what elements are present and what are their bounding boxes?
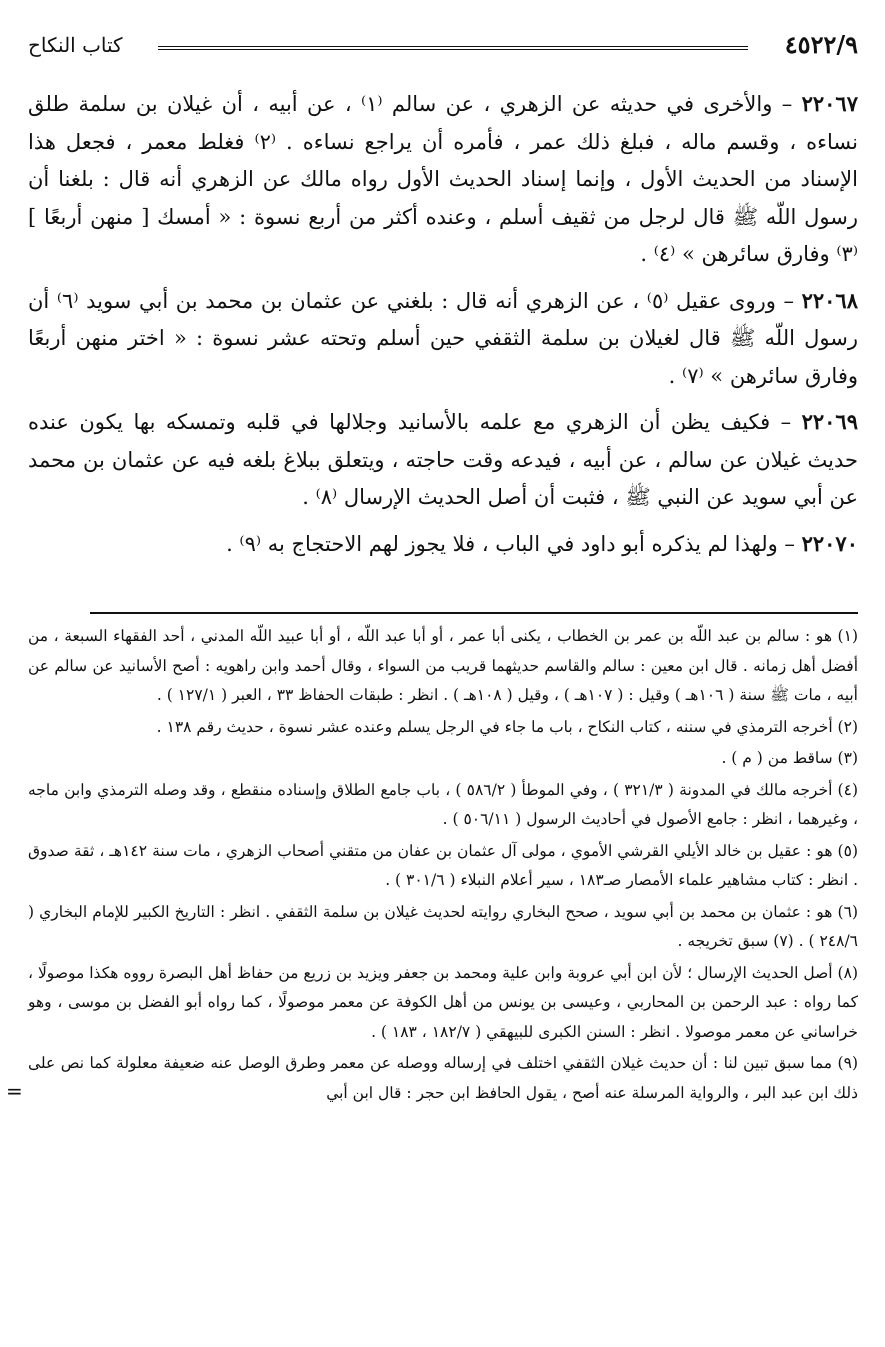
paragraph [28, 85, 858, 274]
paragraph-text: – ولهذا لم يذكره أبو داود في الباب ، فلا يجوز لهم الاحتجاج به ⁽٩⁾ . [226, 531, 802, 556]
paragraph-number: ٢٢٠٧٠ [801, 530, 858, 556]
paragraph-text: – والأخرى في حديثه عن الزهري ، عن سالم ⁽١⁾ ، عن أبيه ، أن غيلان بن سلمة طلق نساءه ، وقسم ماله ، فبلغ ذلك عمر ، فأمره أن يراجع نساءه . ⁽٢⁾ فغلط معمر ، فجعل هذا الإسناد من الحديث الأول ، وإنما إسناد الحديث الأول رواه مالك عن الزهري أنه قال : بلغنا أن رسول اللّه ﷺ قال لرجل من ثقيف أسلم ، وعنده أكثر من أربع نسوة : « أمسك [ منهن أربعًا ] ⁽٣⁾ وفارق سائرهن » ⁽٤⁾ . [28, 92, 858, 266]
page-header [28, 30, 858, 70]
footnote: (١) هو : سالم بن عبد اللّه بن عمر بن الخطاب ، يكنى أبا عمر ، أو أبا عبد اللّه ، أو أبا عبيد اللّه المدني ، أحد الفقهاء السبعة ، من أفضل أهل زمانه . قال ابن معين : سالم والقاسم حديثهما قريب من السواء ، وقال أحمد وابن راهويه : أصح الأسانيد عن سالم عن أبيه ، مات ﷺ سنة ( ١٠٦هـ ) وقيل : ( ١٠٧هـ ) ، وقيل ( ١٠٨هـ ) . انظر : طبقات الحفاظ ٣٣ ، العبر ( ١٢٧/١ ) . [28, 627, 858, 704]
book-title: كتاب النكاح [28, 33, 123, 57]
paragraph-number: ٢٢٠٦٩ [801, 409, 858, 434]
paragraph-number: ٢٢٠٦٧ [801, 91, 858, 116]
paragraph [28, 525, 858, 564]
footnote: (٦) هو : عثمان بن محمد بن أبي سويد ، صحح البخاري روايته لحديث غيلان بن سلمة الثقفي . انظر : التاريخ الكبير للإمام البخاري ( ٢٤٨/٦ ) . (٧) سبق تخريجه . [28, 902, 858, 950]
paragraph-text: – وروى عقيل ⁽٥⁾ ، عن الزهري أنه قال : بلغني عن عثمان بن محمد بن أبي سويد ⁽٦⁾ أن رسول اللّه ﷺ قال لغيلان بن سلمة الثقفي حين أسلم وتحته عشر نسوة : « اختر منهن أربعًا وفارق سائرهن » ⁽٧⁾ . [28, 288, 858, 388]
footnote: (٨) أصل الحديث الإرسال ؛ لأن ابن أبي عروبة وابن علية ومحمد بن جعفر ويزيد بن زريع من حفاظ أهل البصرة رووه هكذا موصولًا ، كما رواه : عبد الرحمن بن المحاربي ، وعيسى بن يونس من أهل الكوفة عن معمر موصولًا ، كما رواه أبو الفضل بن موسى ، وهو خراساني عن معمر موصولا . انظر : السنن الكبرى للبيهقي ( ١٨٢/٧ ، ١٨٣ ) . [28, 963, 858, 1041]
paragraph-text: – فكيف يظن أن الزهري مع علمه بالأسانيد وجلالها في قلبه وتمسكه بها يكون عنده حديث غيلان عن سالم ، عن أبيه ، فيدعه وقت حاجته ، ويتعلق ببلاغ بلغه فيه عن عثمان بن محمد عن أبي سويد عن النبي ﷺ ، فثبت أن أصل الحديث الإرسال ⁽٨⁾ . [28, 410, 858, 509]
paragraph-number: ٢٢٠٦٨ [801, 287, 858, 313]
page-number: ٤٥٢٢/٩ [784, 30, 858, 59]
continuation-mark: = [6, 1078, 23, 1103]
footnote: (٢) أخرجه الترمذي في سننه ، كتاب النكاح ، باب ما جاء في الرجل يسلم وعنده عشر نسوة ، حديث رقم ١٣٨ . [156, 717, 858, 736]
paragraph [28, 403, 858, 517]
last-footnote-wrap [6, 1049, 858, 1108]
header-double-rule [158, 46, 748, 50]
footnote: (٩) مما سبق تبين لنا : أن حديث غيلان الثقفي اختلف في إرساله ووصله عن معمر وطرق الوصل عنه ضعيفة معلولة كما نص على ذلك ابن عبد البر ، والرواية المرسلة عنه أصح ، يقول الحافظ ابن حجر : قال ابن أبي [28, 1054, 858, 1102]
footnote: (٣) ساقط من ( م ) . [721, 749, 858, 767]
footnotes [6, 622, 858, 1110]
main-text [28, 85, 858, 571]
footnote: (٥) هو : عقيل بن خالد الأيلي القرشي الأموي ، مولى آل عثمان بن عفان من متقني أصحاب الزهري ، مات سنة ١٤٢هـ ، ثقة صدوق . انظر : كتاب مشاهير علماء الأمصار صـ١٨٣ ، سير أعلام النبلاء ( ٣٠١/٦ ) . [28, 841, 858, 889]
footnote: (٤) أخرجه مالك في المدونة ( ٣٢١/٣ ) ، وفي الموطأ ( ٥٨٦/٢ ) ، باب جامع الطلاق وإسناده منقطع ، وقد وصله الترمذي وابن ماجه ، وغيرهما ، انظر : جامع الأصول في أحاديث الرسول ( ٥٠٦/١١ ) . [28, 780, 858, 828]
footnote-separator [90, 612, 858, 614]
paragraph [28, 282, 858, 396]
